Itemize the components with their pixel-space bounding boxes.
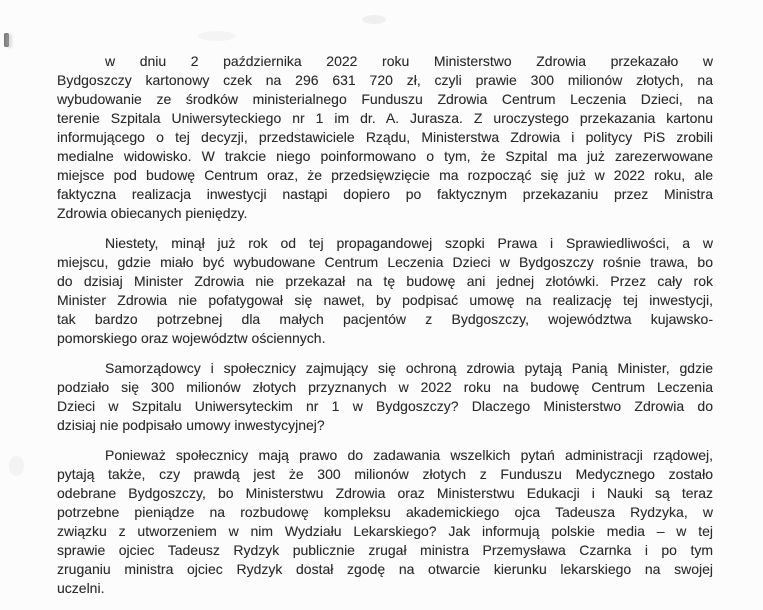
text-line: uczelni. bbox=[57, 580, 105, 596]
paragraph bbox=[57, 359, 713, 435]
text-line: odebrane Bydgoszczy, bo Ministerstwu Zdrowia oraz Ministerstwu Edukacji i Nauki są teraz bbox=[57, 485, 713, 501]
text-line: zruganiu ministra ojciec Rydzyk dostał zgodę na otwarcie kierunku lekarskiego na swojej bbox=[57, 561, 713, 577]
text-line: faktyczna realizacja inwestycji nastąpi dopiero po faktycznym przekazaniu przez Ministra bbox=[57, 186, 713, 202]
text-block bbox=[57, 52, 713, 598]
scan-artifact-smudge bbox=[362, 15, 386, 24]
text-line: medialne widowisko. W trakcie niego poinformowano o tym, że Szpital ma już zarezerwowane bbox=[57, 148, 713, 164]
text-line: Ponieważ społecznicy mają prawo do zadawania wszelkich pytań administracji rządowej, bbox=[105, 447, 713, 463]
text-line: pytają także, czy prawdą jest że 300 milionów złotych z Funduszu Medycznego zostało bbox=[57, 466, 713, 482]
text-line: Samorządowcy i społecznicy zajmujący się ochroną zdrowia pytają Panią Minister, gdzie bbox=[105, 360, 713, 376]
text-line: w dniu 2 października 2022 roku Ministerstwo Zdrowia przekazało w bbox=[105, 53, 713, 69]
text-line: Minister Zdrowia nie pofatygował się nawet, by podpisać umowę na realizację tej inwestycji, bbox=[57, 292, 713, 308]
scan-artifact-smudge bbox=[9, 456, 24, 476]
text-line: potrzebne pieniądze na rozbudowę kompleksu akademickiego ojca Tadeusza Rydzyka, w bbox=[57, 504, 713, 520]
text-line: Niestety, minął już rok od tej propagandowej szopki Prawa i Sprawiedliwości, a w bbox=[105, 235, 713, 251]
text-line: do dzisiaj Minister Zdrowia nie przekazał na tę budowę ani jednej złotówki. Przez cały rok bbox=[57, 273, 713, 289]
text-line: Dzieci w Szpitalu Uniwersyteckim nr 1 w Bydgoszczy? Dlaczego Ministerstwo Zdrowia do bbox=[57, 398, 713, 414]
text-line: związku z utworzeniem w nim Wydziału Lekarskiego? Jak informują polskie media – w tej bbox=[57, 523, 713, 539]
paragraph bbox=[57, 52, 713, 223]
text-line: terenie Szpitala Uniwersyteckiego nr 1 im dr. A. Jurasza. Z uroczystego przekazania kartonu bbox=[57, 110, 713, 126]
text-line: sprawie ojciec Tadeusz Rydzyk publicznie zrugał ministra Przemysława Czarnka i po tym bbox=[57, 542, 713, 558]
text-line: Zdrowia obiecanych pieniędzy. bbox=[57, 205, 248, 221]
text-line: wybudowanie ze środków ministerialnego Funduszu Zdrowia Centrum Leczenia Dzieci, na bbox=[57, 91, 713, 107]
text-line: Bydgoszczy kartonowy czek na 296 631 720 zł, czyli prawie 300 milionów złotych, na bbox=[57, 72, 713, 88]
text-line: informującego o tej decyzji, przedstawiciele Rządu, Ministerstwa Zdrowia i politycy PiS zrobili bbox=[57, 129, 713, 145]
text-line: tak bardzo potrzebnej dla małych pacjentów z Bydgoszczy, województwa kujawsko- bbox=[57, 311, 713, 327]
scan-artifact-corner-mark bbox=[4, 33, 9, 47]
text-line: miejsce pod budowę Centrum oraz, że przedsięwzięcie ma rozpocząć się już w 2022 roku, ale bbox=[57, 167, 713, 183]
paragraph bbox=[57, 234, 713, 348]
text-line: pomorskiego oraz województw ościennych. bbox=[57, 330, 326, 346]
paragraph bbox=[57, 446, 713, 598]
scan-artifact-smudge bbox=[198, 31, 236, 41]
text-line: podziało się 300 milionów złotych przyznanych w 2022 roku na budowę Centrum Leczenia bbox=[57, 379, 713, 395]
text-line: dzisiaj nie podpisało umowy inwestycyjnej? bbox=[57, 417, 325, 433]
text-line: miejscu, gdzie miało być wybudowane Centrum Leczenia Dzieci w Bydgoszczy rośnie trawa, bo bbox=[57, 254, 713, 270]
